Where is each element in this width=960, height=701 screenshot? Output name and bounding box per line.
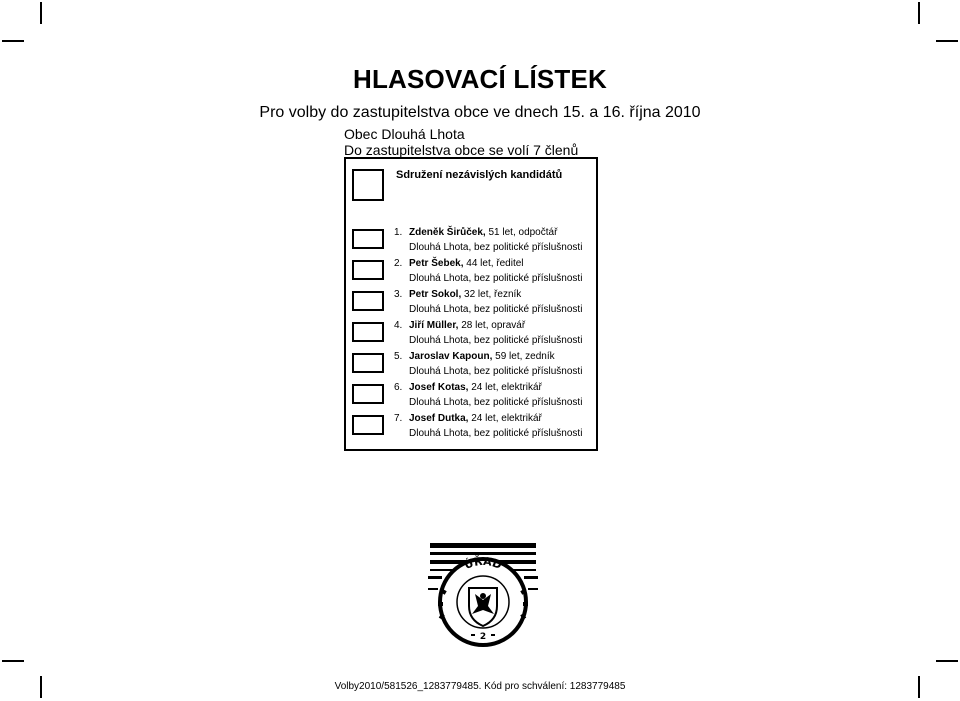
- candidate-name: Josef Dutka,: [409, 413, 469, 424]
- candidate-3: [394, 287, 582, 317]
- official-stamp: [428, 540, 538, 650]
- ballot-party-frame: [344, 157, 598, 451]
- crop-mark-top-right-vertical: [918, 2, 920, 24]
- coat-of-arms-icon: [469, 588, 497, 626]
- crop-mark-top-right-horizontal: [936, 40, 958, 42]
- crop-mark-bottom-right-horizontal: [936, 660, 958, 662]
- seats-info: Do zastupitelstva obce se volí 7 členů: [344, 142, 579, 158]
- candidate-number: 2.: [394, 258, 403, 269]
- candidate-number: 1.: [394, 227, 403, 238]
- stamp-top-text: ÚŘAD: [462, 554, 504, 573]
- footer-code: Volby2010/581526_1283779485. Kód pro schválení: 1283779485: [334, 681, 626, 692]
- candidate-details: 59 let, zedník: [492, 351, 555, 362]
- candidate-1: [394, 225, 582, 255]
- candidate-affiliation: Dlouhá Lhota, bez politické příslušnosti: [409, 335, 583, 346]
- candidate-2: [394, 256, 582, 286]
- candidate-details: 51 let, odpočtář: [485, 227, 558, 238]
- candidate-4: [394, 318, 582, 348]
- candidate-vote-box-6[interactable]: [352, 384, 384, 404]
- candidate-details: 28 let, opravář: [458, 320, 526, 331]
- candidate-vote-box-4[interactable]: [352, 322, 384, 342]
- candidate-number: 3.: [394, 289, 403, 300]
- candidate-vote-box-5[interactable]: [352, 353, 384, 373]
- candidate-7: [394, 411, 582, 441]
- candidate-affiliation: Dlouhá Lhota, bez politické příslušnosti: [409, 428, 583, 439]
- crop-mark-top-left-vertical: [40, 2, 42, 24]
- candidate-details: 24 let, elektrikář: [468, 382, 542, 393]
- candidate-number: 7.: [394, 413, 403, 424]
- candidate-name: Jiří Müller,: [409, 320, 459, 331]
- candidate-vote-box-1[interactable]: [352, 229, 384, 249]
- candidate-details: 32 let, řezník: [461, 289, 522, 300]
- candidate-6: [394, 380, 582, 410]
- candidate-details: 44 let, ředitel: [463, 258, 524, 269]
- candidate-name: Petr Šebek,: [409, 258, 464, 269]
- candidate-vote-box-7[interactable]: [352, 415, 384, 435]
- candidate-number: 5.: [394, 351, 403, 362]
- candidate-affiliation: Dlouhá Lhota, bez politické příslušnosti: [409, 242, 583, 253]
- stamp-number: 2: [479, 632, 487, 642]
- candidate-affiliation: Dlouhá Lhota, bez politické příslušnosti: [409, 304, 583, 315]
- crop-mark-bottom-left-horizontal: [2, 660, 24, 662]
- candidate-number: 6.: [394, 382, 403, 393]
- candidate-affiliation: Dlouhá Lhota, bez politické příslušnosti: [409, 273, 583, 284]
- ballot-title: HLASOVACÍ LÍSTEK: [352, 64, 608, 94]
- candidate-vote-box-2[interactable]: [352, 260, 384, 280]
- party-name: Sdružení nezávislých kandidátů: [396, 169, 563, 181]
- candidate-affiliation: Dlouhá Lhota, bez politické příslušnosti: [409, 366, 583, 377]
- candidate-details: 24 let, elektrikář: [468, 413, 542, 424]
- candidate-vote-box-3[interactable]: [352, 291, 384, 311]
- candidate-name: Jaroslav Kapoun,: [409, 351, 493, 362]
- candidate-number: 4.: [394, 320, 403, 331]
- candidate-5: [394, 349, 582, 379]
- candidate-affiliation: Dlouhá Lhota, bez politické příslušnosti: [409, 397, 583, 408]
- party-vote-box[interactable]: [352, 169, 384, 201]
- municipality-name: Obec Dlouhá Lhota: [344, 126, 465, 142]
- candidate-name: Josef Kotas,: [409, 382, 469, 393]
- stamp-graphic: [428, 540, 538, 650]
- election-subtitle: Pro volby do zastupitelstva obce ve dnech 15. a 16. října 2010: [259, 104, 701, 121]
- candidate-name: Zdeněk Širůček,: [409, 227, 486, 238]
- crop-mark-top-left-horizontal: [2, 40, 24, 42]
- candidate-name: Petr Sokol,: [409, 289, 462, 300]
